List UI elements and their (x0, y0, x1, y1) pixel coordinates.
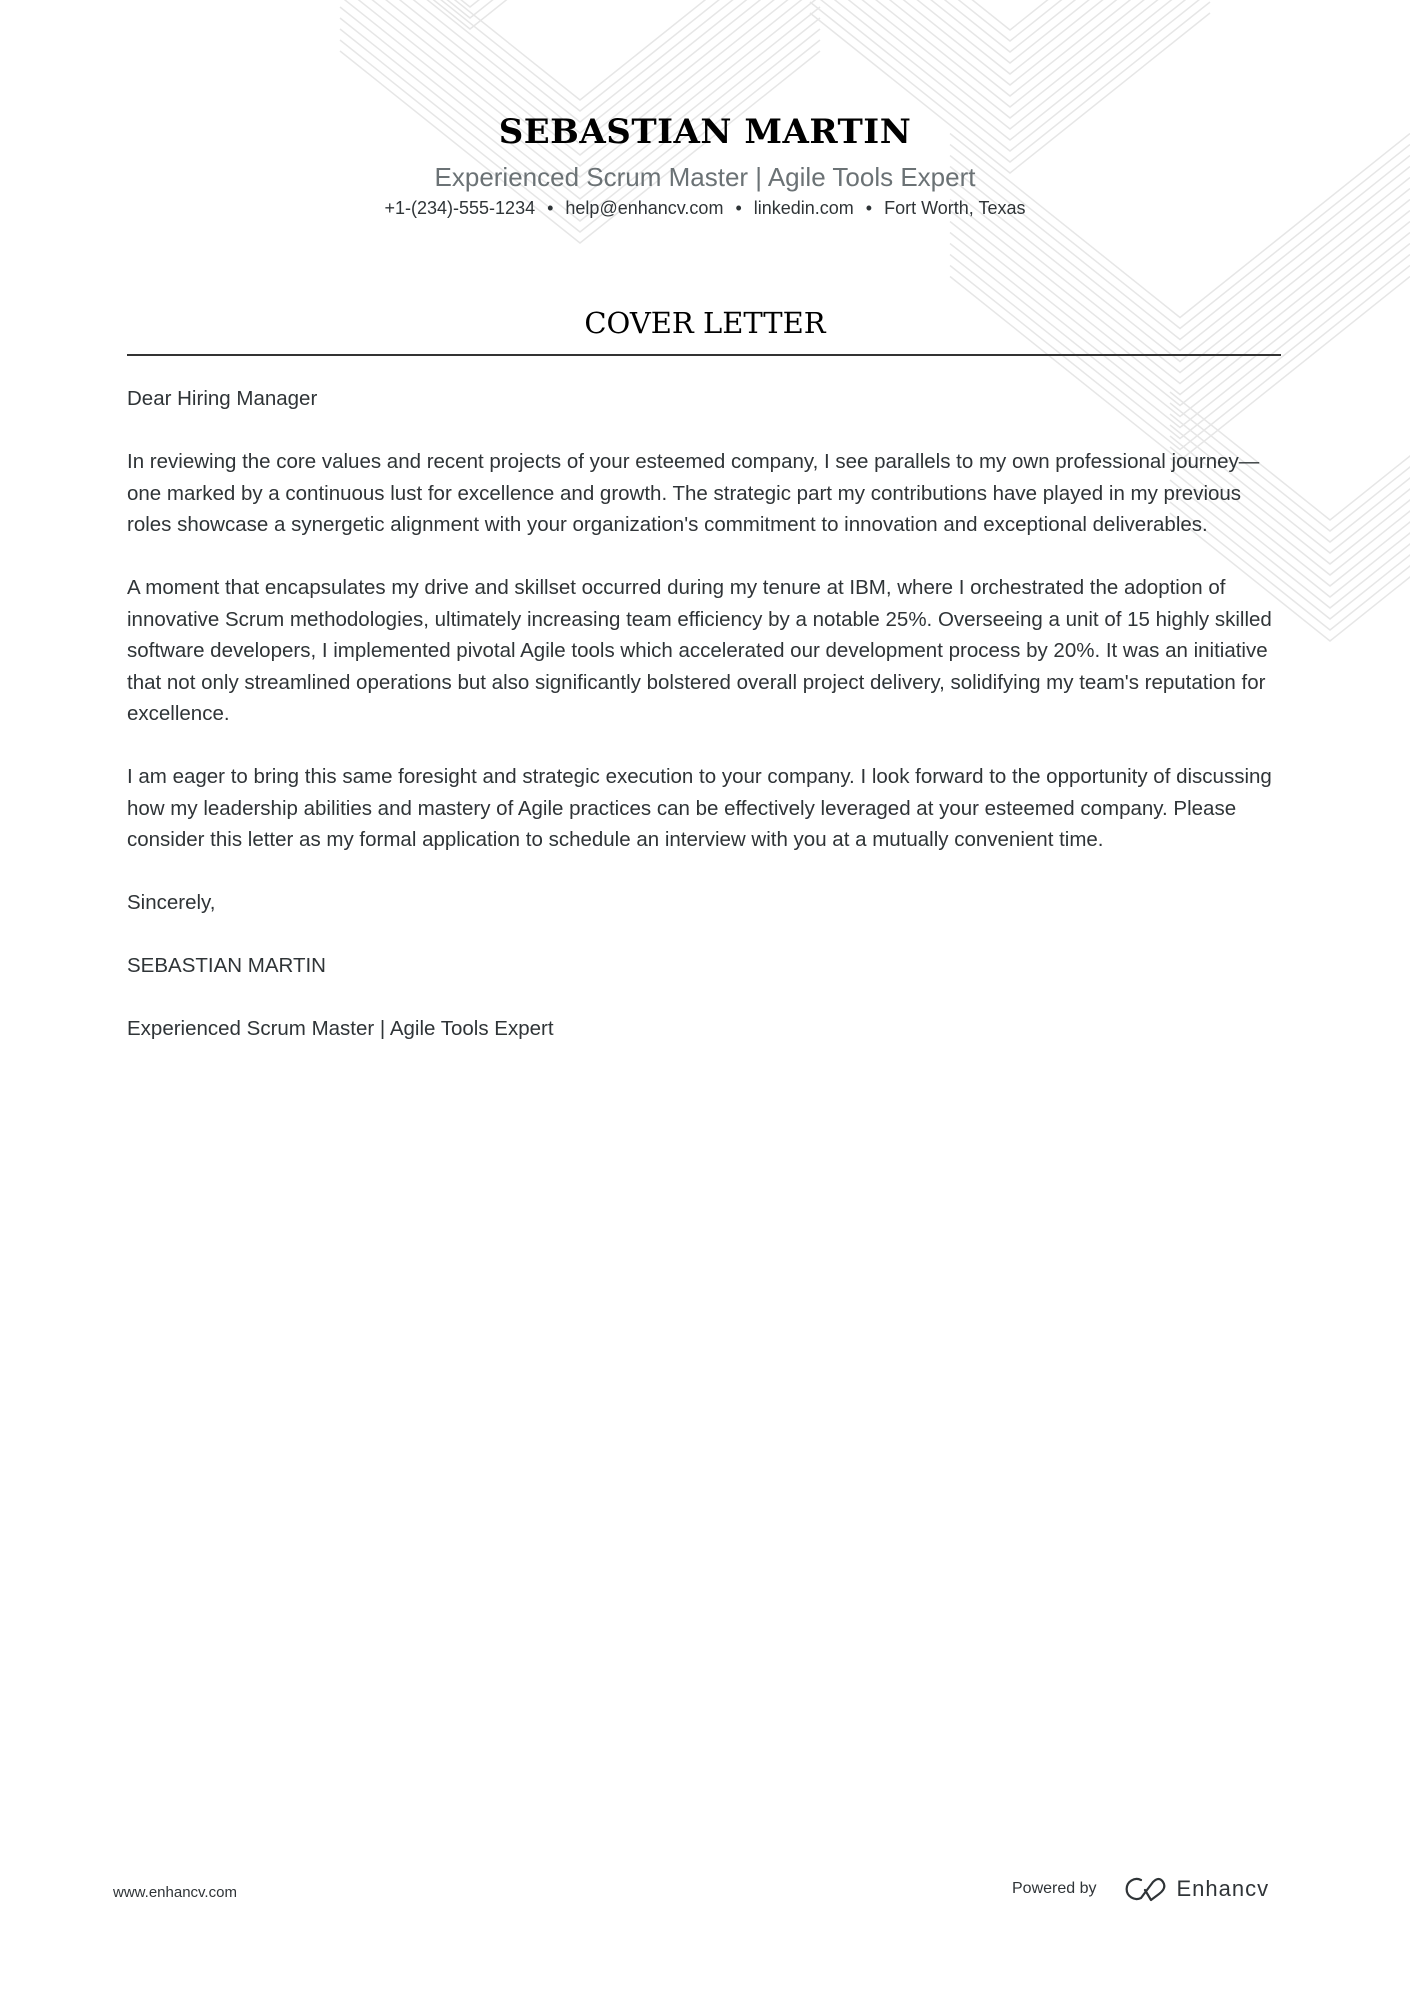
signature-title: Experienced Scrum Master | Agile Tools Expert (127, 1017, 554, 1040)
brand-name: Enhancv (1176, 1876, 1270, 1901)
signature-name: SEBASTIAN MARTIN (127, 954, 326, 977)
section-title: COVER LETTER (584, 306, 826, 340)
letter-paragraph: A moment that encapsulates my drive and skillset occurred during my tenure at IBM, where I orchestrated the adoption of innovative Scrum methodologies, ultimately increasing team efficiency by a notable 25%. Overseeing a unit of 15 highly skilled software developers, I implemented pivotal Agile tools which accelerated our development process by 20%. It was an initiative that not only streamlined operations but also significantly bolstered overall project delivery, solidifying my team's reputation for excellence. (127, 576, 1272, 725)
chevron-line (810, 0, 1210, 63)
chevron-line (810, 0, 1210, 85)
separator-dot: • (865, 198, 873, 218)
chevron-line (340, 0, 820, 100)
letter-body (127, 383, 1287, 1076)
chevron-line (270, 0, 670, 18)
footer-branding[interactable] (1012, 1876, 1269, 1902)
separator-dot: • (735, 198, 742, 218)
letter-greeting: Dear Hiring Manager (127, 387, 318, 410)
chevron-line (340, 0, 820, 188)
letter-closing: Sincerely, (127, 891, 216, 914)
powered-by-label: Powered by (1012, 1880, 1097, 1897)
contact-linkedin[interactable]: linkedin.com (753, 198, 854, 218)
contact-email[interactable]: help@enhancv.com (565, 198, 724, 218)
chevron-line (810, 0, 1210, 129)
letter-paragraph: I am eager to bring this same foresight and strategic execution to your company. I look forward to the opportunity of discussing how my leadership abilities and mastery of Agile practices can be effectively leveraged at your esteemed company. Please consider this letter as my formal application to schedule an interview with you at a mutually convenient time. (127, 765, 1272, 851)
chevron-line (950, 211, 1410, 395)
letter-paragraph: In reviewing the core values and recent projects of your esteemed company, I see parallels to my own professional journey—one marked by a continuous lust for excellence and growth. The strategic part my contributions have played in my previous roles showcase a synergetic alignment with your organization's commitment to innovation and exceptional deliverables. (127, 450, 1260, 536)
footer-website[interactable]: www.enhancv.com (113, 1884, 237, 1901)
chevron-line (810, 0, 1210, 52)
chevron-line (810, 0, 1210, 96)
contact-line (0, 198, 1410, 219)
chevron-line (270, 0, 670, 7)
candidate-subtitle: Experienced Scrum Master | Agile Tools Expert (434, 162, 976, 192)
chevron-line (340, 0, 820, 122)
chevron-line (810, 0, 1210, 30)
candidate-name: SEBASTIAN MARTIN (498, 112, 912, 152)
chevron-line (340, 0, 820, 111)
contact-location: Fort Worth, Texas (884, 198, 1026, 218)
enhancv-logo-icon (1123, 1876, 1169, 1902)
separator-dot: • (547, 198, 554, 218)
section-divider (127, 354, 1281, 356)
contact-phone: +1-(234)-555-1234 (384, 198, 536, 218)
chevron-line (270, 0, 670, 29)
